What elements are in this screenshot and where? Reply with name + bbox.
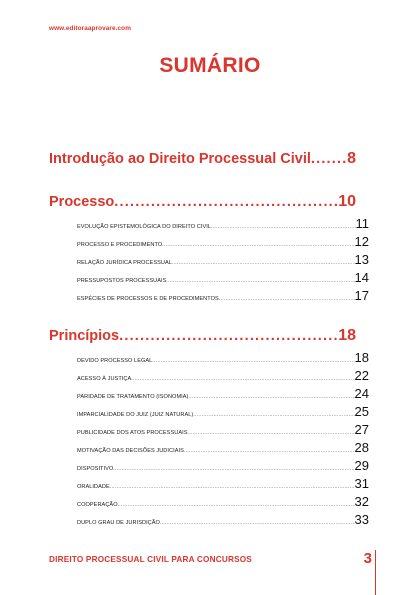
dot-leader: [219, 296, 355, 302]
toc-item-label: COOPERAÇÃO: [77, 502, 118, 508]
toc-item-page: 25: [354, 404, 369, 419]
toc-item[interactable]: [77, 234, 369, 249]
toc-item[interactable]: [77, 216, 369, 231]
dot-leader: [211, 224, 355, 230]
toc-item[interactable]: [77, 458, 369, 473]
dot-leader: [166, 278, 354, 284]
toc-item-page: 31: [354, 476, 369, 491]
toc-item-label: ACESSO À JUSTIÇA: [77, 376, 132, 382]
dot-leader: [160, 520, 355, 526]
toc-item-page: 24: [354, 386, 369, 401]
toc-item-page: 27: [354, 422, 369, 437]
toc-item[interactable]: [77, 422, 369, 437]
toc-item-page: 33: [354, 512, 369, 527]
toc-item-label: PROCESSO E PROCEDIMENTO: [77, 242, 163, 248]
footer-divider: [375, 550, 376, 595]
toc-item-label: PRESSUPOSTOS PROCESSUAIS: [77, 278, 167, 284]
dot-leader: [311, 151, 347, 167]
toc-section-page: 8: [347, 150, 356, 167]
dot-leader: [172, 260, 355, 266]
dot-leader: [188, 394, 354, 400]
toc-item-label: IMPARCIALIDADE DO JUIZ (JUIZ NATURAL): [77, 412, 194, 418]
toc-item-label: DEVIDO PROCESSO LEGAL: [77, 358, 153, 364]
toc-item[interactable]: [77, 440, 369, 455]
toc-item-page: 14: [354, 270, 369, 285]
toc-item-page: 13: [354, 252, 369, 267]
toc-item[interactable]: [77, 404, 369, 419]
toc-section-principios[interactable]: [49, 327, 356, 345]
toc-item-label: EVOLUÇÃO EPISTEMOLÓGICA DO DIREITO CIVIL: [77, 224, 212, 230]
dot-leader: [193, 412, 354, 418]
toc-item[interactable]: [77, 476, 369, 491]
toc-item-page: 18: [354, 350, 369, 365]
toc-item-page: 29: [354, 458, 369, 473]
toc-item-page: 17: [354, 288, 369, 303]
dot-leader: [184, 448, 355, 454]
toc-item-label: RELAÇÃO JURÍDICA PROCESSUAL: [77, 260, 172, 266]
footer-page-number: 3: [363, 550, 372, 567]
toc-section-page: 18: [338, 327, 356, 344]
toc-item-page: 28: [354, 440, 369, 455]
toc-item-label: ESPÉCIES DE PROCESSOS E DE PROCEDIMENTOS: [77, 296, 219, 302]
toc-item-label: ORALIDADE: [77, 484, 110, 490]
toc-section-label: Introdução ao Direito Processual Civil: [49, 151, 311, 167]
toc-item[interactable]: [77, 350, 369, 365]
toc-item[interactable]: [77, 288, 369, 303]
toc-section-introducao[interactable]: [49, 150, 356, 168]
dot-leader: [131, 376, 354, 382]
toc-item-label: PARIDADE DE TRATAMENTO (ISONOMIA): [77, 394, 189, 400]
toc-item-label: DUPLO GRAU DE JURISDIÇÃO: [77, 520, 160, 526]
page-title: SUMÁRIO: [159, 54, 261, 77]
dot-leader: [188, 430, 355, 436]
footer-book-title: DIREITO PROCESSUAL CIVIL PARA CONCURSOS: [49, 555, 252, 564]
toc-section-processo[interactable]: [49, 193, 356, 211]
toc-item[interactable]: [77, 494, 369, 509]
toc-section-page: 10: [338, 193, 356, 210]
dot-leader: [119, 328, 338, 344]
site-url[interactable]: www.editoraaprovare.com: [49, 25, 131, 32]
toc-item-label: MOTIVAÇÃO DAS DECISÕES JUDICIAIS: [77, 448, 184, 454]
toc-item-page: 11: [355, 216, 369, 231]
toc-section-label: Processo: [49, 194, 115, 210]
toc-item-label: PUBLICIDADE DOS ATOS PROCESSUAIS: [77, 430, 188, 436]
toc-item-page: 32: [354, 494, 369, 509]
toc-item[interactable]: [77, 252, 369, 267]
dot-leader: [162, 242, 354, 248]
toc-item[interactable]: [77, 270, 369, 285]
dot-leader: [152, 358, 354, 364]
dot-leader: [113, 466, 354, 472]
dot-leader: [110, 484, 355, 490]
toc-item-page: 12: [354, 234, 369, 249]
dot-leader: [114, 194, 338, 210]
toc-item-page: 22: [354, 368, 369, 383]
dot-leader: [118, 502, 355, 508]
toc-section-label: Princípios: [49, 328, 120, 344]
toc-item-label: DISPOSITIVO: [77, 466, 114, 472]
toc-item[interactable]: [77, 512, 369, 527]
toc-item[interactable]: [77, 368, 369, 383]
toc-item[interactable]: [77, 386, 369, 401]
